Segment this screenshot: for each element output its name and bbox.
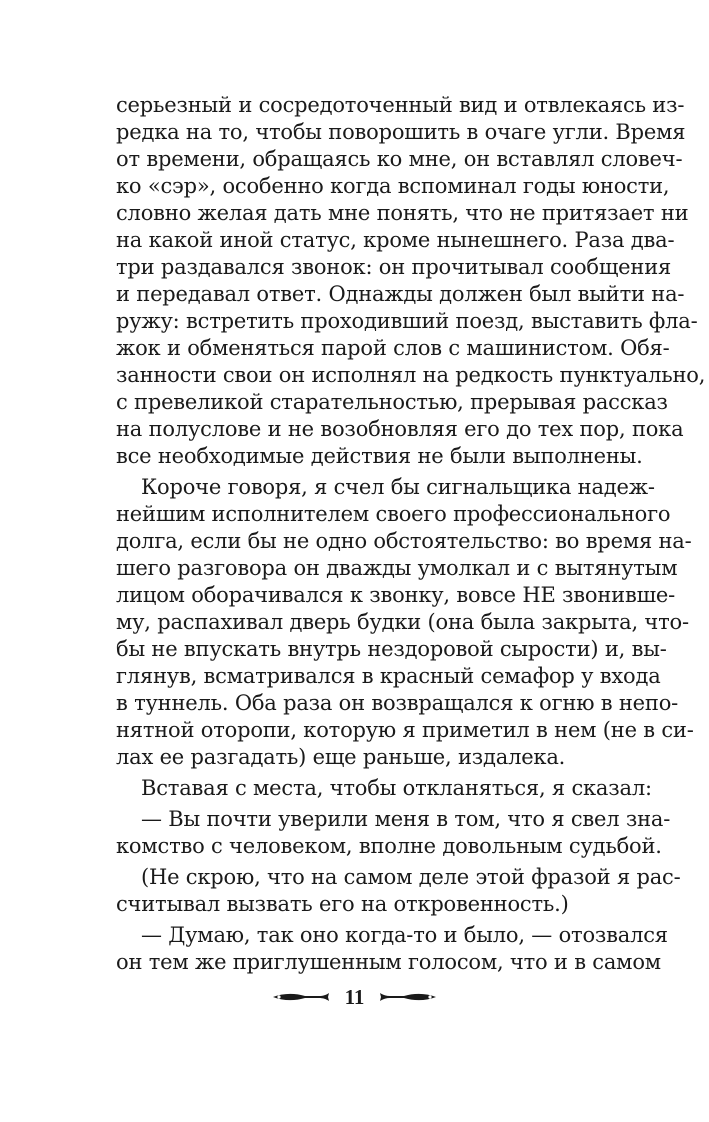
text-line: он тем же приглушенным голосом, что и в самом [116,950,661,974]
text-line: занности свои он исполнял на редкость пунктуально, [116,363,706,387]
text-line: Вставая с места, чтобы откланяться, я сказал: [141,776,652,800]
text-line: глянув, всматривался в красный семафор у входа [116,664,661,688]
text-line: шего разговора он дважды умолкал и с вытянутым [116,556,678,580]
text-line: жок и обменяться парой слов с машинистом. Обя- [116,336,670,360]
text-line: словно желая дать мне понять, что не притязает ни [116,201,689,225]
text-line: лицом оборачивался к звонку, вовсе НЕ звонивше- [116,583,676,607]
text-line: — Вы почти уверили меня в том, что я свел зна- [141,807,671,831]
text-line: долга, если бы не одно обстоятельство: во время на- [116,529,692,553]
text-line: все необходимые действия не были выполнены. [116,444,643,468]
text-line: Короче говоря, я счел бы сигнальщика надеж- [141,475,655,499]
text-line: нейшим исполнителем своего профессионального [116,502,671,526]
text-line: от времени, обращаясь ко мне, он вставлял словеч- [116,147,683,171]
text-line: и передавал ответ. Однажды должен был выйти на- [116,282,685,306]
text-line: на полуслове и не возобновляя его до тех пор, пока [116,417,684,441]
ornament-left-icon [271,991,331,1003]
text-line: (Не скрою, что на самом деле этой фразой я рас- [141,865,681,889]
text-line: с превеликой старательностью, прерывая рассказ [116,390,668,414]
text-line: комство с человеком, вполне довольным судьбой. [116,834,662,858]
text-line: му, распахивал дверь будки (она была закрыта, что- [116,610,689,634]
text-line: — Думаю, так оно когда-то и было, — отозвался [141,923,668,947]
text-line: лах ее разгадать) еще раньше, издалека. [116,745,566,769]
text-line: три раздавался звонок: он прочитывал сообщения [116,255,672,279]
page-number: 11 [344,985,365,1009]
text-line: считывал вызвать его на откровенность.) [116,892,569,916]
text-line: ко «сэр», особенно когда вспоминал годы юности, [116,174,670,198]
text-line: на какой иной статус, кроме нынешнего. Раза два- [116,228,675,252]
page-footer [0,982,709,1012]
text-line: ружу: встретить проходивший поезд, выставить фла- [116,309,698,333]
text-line: редка на то, чтобы поворошить в очаге угли. Время [116,120,686,144]
text-line: нятной оторопи, которую я приметил в нем (не в си- [116,718,694,742]
text-line: серьезный и сосредоточенный вид и отвлекаясь из- [116,93,685,117]
ornament-right-icon [378,991,438,1003]
text-line: бы не впускать внутрь нездоровой сырости) и, вы- [116,637,667,661]
text-line: в туннель. Оба раза он возвращался к огню в непо- [116,691,679,715]
